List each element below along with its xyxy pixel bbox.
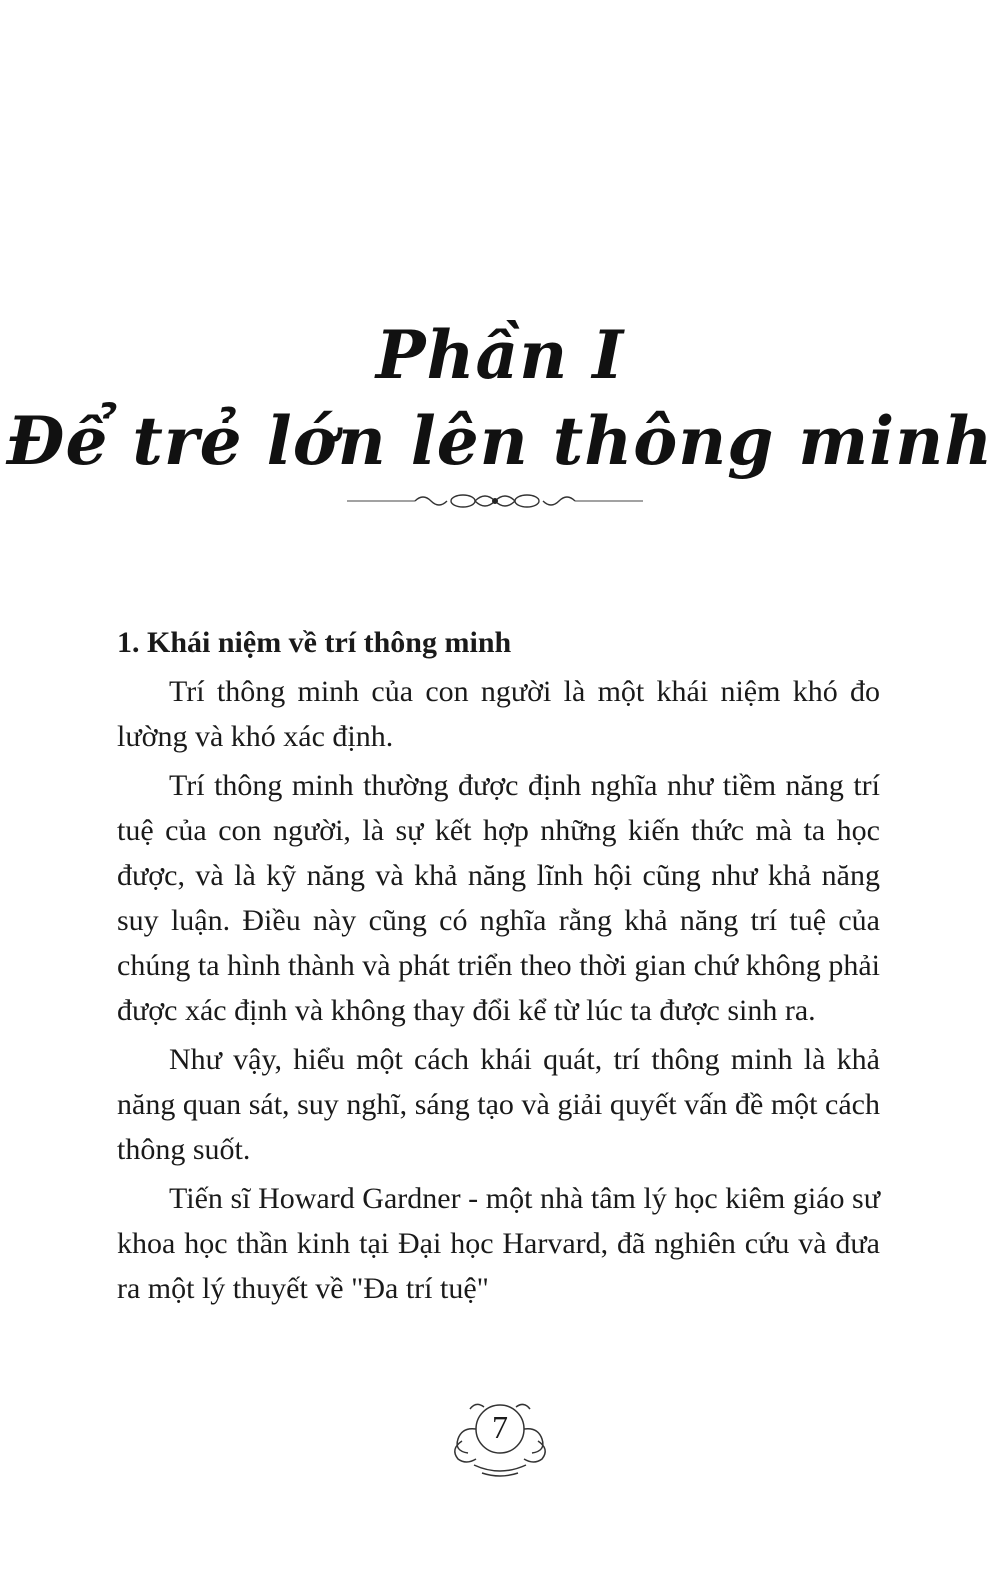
paragraph: Trí thông minh thường được định nghĩa như tiềm năng trí tuệ của con người, là sự kết hợp những kiến thức mà ta học được, và là kỹ năng và khả năng lĩnh hội cũng như khả năng suy luận. Điều này cũng có nghĩa rằng khả năng trí tuệ của chúng ta hình thành và phát triển theo thời gian chứ không phải được xác định và không thay đổi kể từ lúc ta được sinh ra. <box>117 769 880 1027</box>
paragraph: Trí thông minh của con người là một khái niệm khó đo lường và khó xác định. <box>117 675 880 753</box>
section-heading: 1. Khái niệm về trí thông minh <box>117 626 512 659</box>
paragraph: Như vậy, hiểu một cách khái quát, trí thông minh là khả năng quan sát, suy nghĩ, sáng tạo và giải quyết vấn đề một cách thông suốt. <box>117 1043 880 1166</box>
body-content <box>117 620 880 1311</box>
paragraph: Tiến sĩ Howard Gardner - một nhà tâm lý học kiêm giáo sư khoa học thần kinh tại Đại học Harvard, đã nghiên cứu và đưa ra một lý thuyết về "Đa trí tuệ" <box>117 1182 880 1305</box>
title-divider-ornament <box>345 486 645 516</box>
chapter-title: Để trẻ lớn lên thông minh <box>6 402 994 480</box>
part-label: Phần I <box>375 316 625 394</box>
page-number: 7 <box>492 1409 508 1445</box>
page-number-frame <box>444 1395 556 1485</box>
part-title <box>0 316 1000 480</box>
